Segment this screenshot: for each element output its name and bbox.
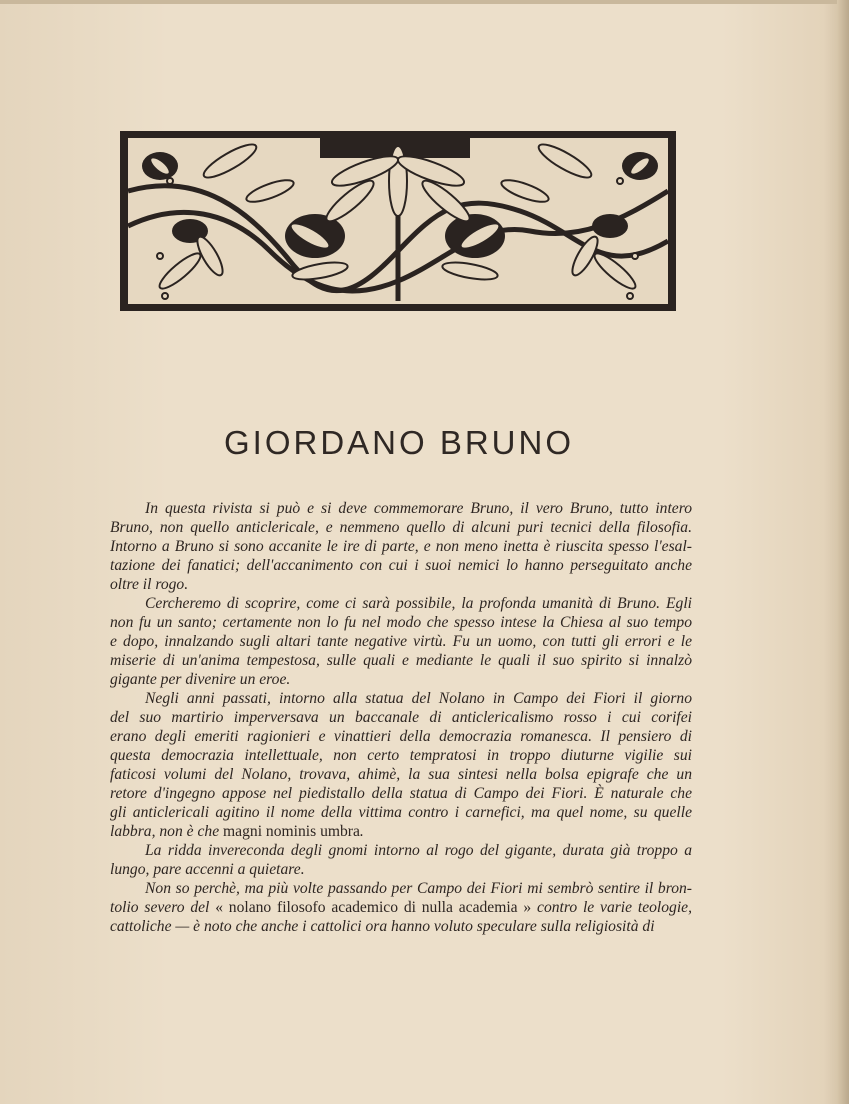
roman-text-segment: magni nominis umbra — [223, 823, 360, 840]
text-line — [110, 898, 692, 917]
text-line — [145, 841, 692, 860]
text-line — [110, 822, 692, 841]
text-line — [110, 708, 692, 727]
italic-text-segment: cattoliche — è noto che anche i cattolici ora hanno voluto speculare sulla religiosità di — [110, 918, 655, 935]
italic-text-segment: questa democrazia intellettuale, non certo tempratosi in troppo diuturne vigilie sui — [110, 747, 692, 764]
text-line — [145, 689, 692, 708]
article-title: GIORDANO BRUNO — [223, 424, 575, 462]
italic-text-segment: del suo martirio imperversava un baccanale di anticlericalismo rosso i cui corifei — [110, 709, 692, 726]
text-line — [145, 879, 692, 898]
italic-text-segment: . — [359, 823, 364, 840]
italic-text-segment: Bruno, non quello anticlericale, e nemmeno quello di alcuni puri tecnici della filosofia. — [110, 519, 692, 536]
italic-text-segment: Negli anni passati, intorno alla statua del Nolano in Campo dei Fiori il giorno — [145, 690, 692, 707]
italic-text-segment: In questa rivista si può e si deve commemorare Bruno, il vero Bruno, tutto intero — [145, 500, 692, 517]
italic-text-segment: miserie di un'anima tempestosa, sulle quali e mediante le quali il suo spirito si innalzò — [110, 652, 692, 669]
italic-text-segment: lungo, pare accenni a quietare. — [110, 861, 305, 878]
page-edge-top — [0, 0, 849, 4]
italic-text-segment: tolio severo del — [110, 899, 216, 916]
italic-text-segment: Non so perchè, ma più volte passando per Campo dei Fiori mi sembrò sentire il bron- — [145, 880, 692, 897]
italic-text-segment: non fu un santo; certamente non lo fu nel modo che spesso intese la Chiesa al suo tempo — [110, 614, 692, 631]
italic-text-segment: Cercheremo di scoprire, come ci sarà possibile, la profonda umanità di Bruno. Egli — [145, 595, 692, 612]
italic-text-segment: e dopo, innalzando sugli altari tante negative virtù. Fu un uomo, con tutti gli errori e le — [110, 633, 692, 650]
italic-text-segment: retore d'ingegno appose nel piedistallo della statua di Campo dei Fiori. È naturale che — [110, 785, 692, 802]
italic-text-segment: contro le varie teologie, — [531, 899, 692, 916]
text-line — [110, 784, 692, 803]
text-line — [110, 917, 692, 936]
italic-text-segment: La ridda invereconda degli gnomi intorno al rogo del gigante, durata già troppo a — [145, 842, 692, 859]
text-line — [145, 499, 692, 518]
text-line — [110, 746, 692, 765]
text-line — [110, 613, 692, 632]
italic-text-segment: gigante per divenire un eroe. — [110, 671, 291, 688]
text-line — [110, 803, 692, 822]
italic-text-segment: labbra, non è che — [110, 823, 224, 840]
text-line — [110, 860, 692, 879]
text-line — [110, 537, 692, 556]
italic-text-segment: gli anticlericali agitino il nome della vittima contro i carnefici, ma quel nome, su quelle — [110, 804, 692, 821]
text-line — [110, 765, 692, 784]
page-edge-right — [837, 0, 849, 1104]
text-line — [110, 727, 692, 746]
text-line — [110, 518, 692, 537]
text-line — [110, 670, 692, 689]
text-line — [110, 651, 692, 670]
text-line — [110, 556, 692, 575]
italic-text-segment: oltre il rogo. — [110, 576, 189, 593]
text-line — [145, 594, 692, 613]
floral-ornament-header — [120, 131, 676, 311]
text-line — [110, 575, 692, 594]
text-line — [110, 632, 692, 651]
italic-text-segment: tazione dei fanatici; dell'accanimento con cui i suoi nemici lo hanno perseguitato anche — [110, 557, 692, 574]
roman-text-segment: « nolano filosofo academico di nulla academia » — [215, 899, 532, 916]
italic-text-segment: faticosi volumi del Nolano, trovava, ahimè, la sua sintesi nella bolsa epigrafe che un — [110, 766, 692, 783]
italic-text-segment: erano degli emeriti ragionieri e vinattieri della democrazia romanesca. Il pensiero di — [110, 728, 692, 745]
italic-text-segment: Intorno a Bruno si sono accanite le ire di parte, e non meno inetta è riuscita spesso l'esal- — [110, 538, 692, 555]
